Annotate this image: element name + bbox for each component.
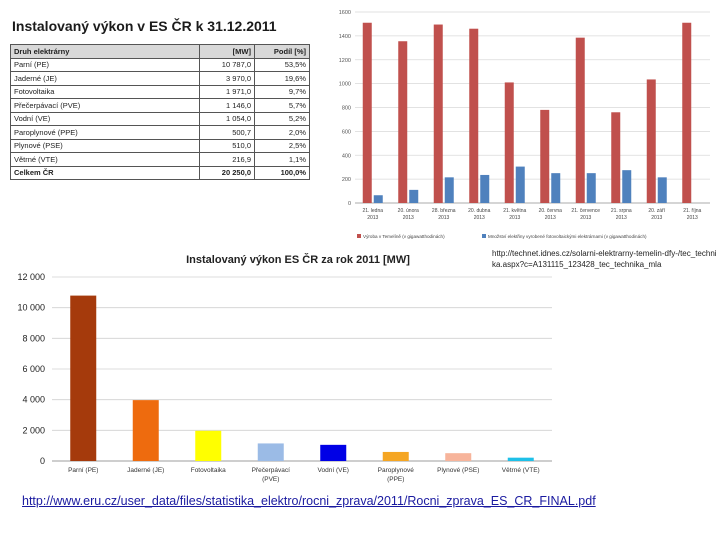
- annual-bar: [258, 443, 284, 461]
- monthly-y-tick-label: 0: [347, 201, 351, 207]
- table-cell-type: Jaderné (JE): [11, 72, 200, 86]
- monthly-x-tick-label: 21. října 2013: [683, 208, 702, 221]
- table-cell-type: Parní (PE): [11, 58, 200, 72]
- table-cell-mw: 1 054,0: [200, 112, 255, 126]
- installed-capacity-table-panel: [8, 10, 313, 210]
- monthly-x-tick-label: 21. července 2013: [571, 208, 601, 221]
- monthly-bar: [647, 79, 656, 203]
- annual-chart-title: Instalovaný výkon ES ČR za rok 2011 [MW]: [186, 254, 410, 266]
- table-cell-type: Paroplynové (PPE): [11, 126, 200, 140]
- table-cell-share: 5,7%: [255, 99, 310, 113]
- annual-x-tick-label: Vodní (VE): [317, 467, 349, 474]
- table-cell-type: Vodní (VE): [11, 112, 200, 126]
- table-cell-share: 2,5%: [255, 139, 310, 153]
- monthly-x-tick-label: 20. dubna 2013: [468, 208, 491, 221]
- monthly-bar: [363, 23, 372, 203]
- annual-capacity-chart: [0, 246, 560, 490]
- table-row: [11, 112, 310, 126]
- annual-bar: [508, 458, 534, 461]
- monthly-x-tick-label: 21. ledna 2013: [362, 208, 384, 221]
- annual-y-tick-label: 0: [39, 456, 45, 466]
- monthly-chart-source-url[interactable]: http://technet.idnes.cz/solarni-elektrarny-temelin-dfy-/tec_technika.aspx?c=A131115_123428_tec_technika_mla: [492, 249, 717, 269]
- monthly-x-tick-label: 28. března 2013: [431, 208, 456, 221]
- monthly-chart-svg: [325, 0, 720, 250]
- monthly-bar: [516, 167, 525, 203]
- table-row: [11, 139, 310, 153]
- monthly-y-tick-label: 1600: [338, 10, 351, 16]
- annual-x-tick-label: Fotovoltaika: [190, 467, 226, 474]
- table-cell-mw: 1 971,0: [200, 85, 255, 99]
- table-cell-mw: 510,0: [200, 139, 255, 153]
- monthly-x-tick-label: 20. února 2013: [397, 208, 419, 221]
- table-header-mw: [MW]: [200, 45, 255, 59]
- monthly-bar: [658, 177, 667, 203]
- monthly-y-tick-label: 800: [341, 105, 351, 112]
- table-row: [11, 99, 310, 113]
- monthly-bar: [587, 173, 596, 203]
- monthly-legend-swatch: [357, 234, 361, 238]
- table-cell-share: 5,2%: [255, 112, 310, 126]
- monthly-x-tick-label: 21. května 2013: [503, 208, 527, 221]
- table-cell-share: 2,0%: [255, 126, 310, 140]
- bottom-source-url[interactable]: http://www.eru.cz/user_data/files/statistika_elektro/rocni_zprava/2011/Rocni_zprava_ES_CR_FINAL.pdf: [22, 494, 596, 508]
- monthly-y-tick-label: 400: [341, 153, 351, 160]
- monthly-bar: [374, 195, 383, 203]
- table-title: Instalovaný výkon v ES ČR k 31.12.2011: [12, 18, 277, 34]
- monthly-bar: [551, 173, 560, 203]
- annual-y-tick-label: 6 000: [22, 364, 45, 374]
- table-cell-share: 1,1%: [255, 153, 310, 167]
- table-header-type: Druh elektrárny: [11, 45, 200, 59]
- table-cell-share: 9,7%: [255, 85, 310, 99]
- annual-bar: [445, 453, 471, 461]
- annual-x-tick-label: Parní (PE): [68, 467, 99, 474]
- monthly-bar: [434, 25, 443, 203]
- table-row: [11, 126, 310, 140]
- table-cell-type: Celkem ČR: [11, 166, 200, 180]
- monthly-x-tick-label: 20. června 2013: [538, 208, 562, 221]
- monthly-bar: [682, 23, 691, 203]
- monthly-y-tick-label: 600: [341, 129, 351, 136]
- annual-bar: [383, 452, 409, 461]
- monthly-bar: [611, 112, 620, 203]
- table-cell-mw: 3 970,0: [200, 72, 255, 86]
- monthly-y-tick-label: 200: [341, 177, 351, 184]
- annual-x-tick-label: Jaderné (JE): [127, 467, 165, 474]
- table-row: [11, 153, 310, 167]
- monthly-bar: [505, 82, 514, 203]
- annual-y-tick-label: 2 000: [22, 425, 45, 436]
- monthly-bar: [480, 175, 489, 203]
- annual-y-tick-label: 8 000: [22, 333, 45, 344]
- table-cell-type: Přečerpávací (PVE): [11, 99, 200, 113]
- table-cell-type: Větrné (VTE): [11, 153, 200, 167]
- monthly-legend-swatch: [482, 234, 486, 238]
- monthly-y-tick-label: 1400: [338, 33, 351, 40]
- annual-y-tick-label: 12 000: [17, 272, 45, 282]
- table-row: [11, 85, 310, 99]
- table-cell-mw: 20 250,0: [200, 166, 255, 180]
- annual-x-tick-label: Větrné (VTE): [501, 467, 540, 474]
- monthly-y-tick-label: 1000: [338, 81, 351, 88]
- monthly-x-tick-label: 21. srpna 2013: [610, 208, 632, 221]
- annual-x-tick-label: Plynové (PSE): [437, 467, 480, 474]
- monthly-bar: [409, 190, 418, 203]
- table-cell-mw: 216,9: [200, 153, 255, 167]
- table-cell-mw: 1 146,0: [200, 99, 255, 113]
- table-cell-mw: 10 787,0: [200, 58, 255, 72]
- annual-bar: [133, 400, 159, 461]
- table-total-row: [11, 166, 310, 180]
- annual-y-tick-label: 10 000: [17, 302, 45, 313]
- monthly-production-chart: [325, 0, 720, 250]
- monthly-x-tick-label: 20. září 2013: [648, 208, 666, 221]
- table-cell-type: Plynové (PSE): [11, 139, 200, 153]
- monthly-bar: [540, 110, 549, 203]
- monthly-bar: [576, 38, 585, 203]
- annual-bar: [320, 445, 346, 461]
- table-row: [11, 72, 310, 86]
- table-cell-share: 53,5%: [255, 58, 310, 72]
- monthly-y-tick-label: 1200: [338, 57, 351, 64]
- table-cell-share: 19,6%: [255, 72, 310, 86]
- monthly-bar: [398, 41, 407, 203]
- annual-x-tick-label: Přečerpávací (PVE): [251, 467, 290, 483]
- annual-y-tick-label: 4 000: [22, 394, 45, 405]
- monthly-bar: [445, 177, 454, 203]
- installed-capacity-table: [10, 44, 310, 180]
- monthly-bar: [622, 170, 631, 203]
- annual-x-tick-label: Paroplynové (PPE): [377, 467, 414, 483]
- annual-chart-svg: [0, 246, 560, 490]
- table-cell-share: 100,0%: [255, 166, 310, 180]
- table-row: [11, 58, 310, 72]
- table-cell-mw: 500,7: [200, 126, 255, 140]
- annual-bar: [70, 296, 96, 461]
- monthly-legend-label: Množství elektřiny vyrobené fotovoltaickými elektrárnami (v gigawatthodinách): [488, 234, 647, 239]
- table-cell-type: Fotovoltaika: [11, 85, 200, 99]
- monthly-legend-label: Výroba v Temelíně (v gigawatthodinách): [363, 234, 445, 239]
- annual-bar: [195, 431, 221, 461]
- table-header-share: Podíl [%]: [255, 45, 310, 59]
- table-header-row: [11, 45, 310, 59]
- monthly-bar: [469, 29, 478, 203]
